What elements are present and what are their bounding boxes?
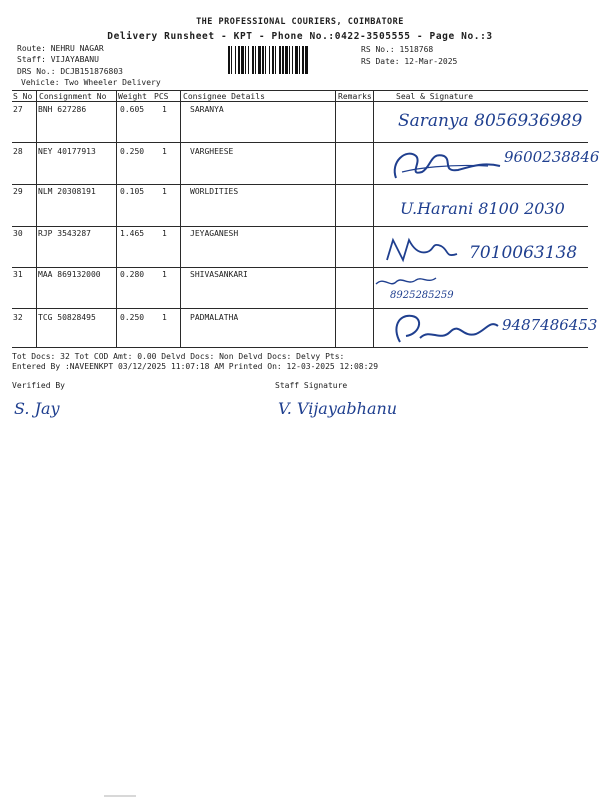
verified-by-label: Verified By bbox=[12, 381, 65, 390]
table-row-consignee: PADMALATHA bbox=[190, 313, 239, 322]
staff-label: Staff: VIJAYABANU bbox=[17, 55, 99, 64]
table-row-weight: 0.105 bbox=[120, 187, 145, 196]
col-header-remarks: Remarks bbox=[338, 92, 372, 101]
table-row-pcs: 1 bbox=[162, 229, 167, 238]
totals-line: Tot Docs: 32 Tot COD Amt: 0.00 Delvd Docs: Non Delvd Docs: Delvy Pts: bbox=[12, 352, 345, 361]
table-row-consignment: MAA 869132000 bbox=[38, 270, 101, 279]
table-row-weight: 0.250 bbox=[120, 147, 145, 156]
vehicle-label: Vehicle: Two Wheeler Delivery bbox=[21, 78, 161, 87]
table-row-consignee: WORLDITIES bbox=[190, 187, 239, 196]
table-row-consignee: VARGHEESE bbox=[190, 147, 234, 156]
col-header-signature: Seal & Signature bbox=[396, 92, 474, 101]
svg-text:V. Vijayabhanu: V. Vijayabhanu bbox=[278, 399, 398, 418]
company-name: THE PROFESSIONAL COURIERS, COIMBATORE bbox=[196, 17, 404, 27]
table-row-weight: 0.280 bbox=[120, 270, 145, 279]
table-row-pcs: 1 bbox=[162, 147, 167, 156]
table-row-weight: 1.465 bbox=[120, 229, 145, 238]
col-header-pcs: PCS bbox=[154, 92, 169, 101]
svg-text:8925285259: 8925285259 bbox=[390, 290, 454, 301]
signature-row-31 bbox=[370, 272, 520, 306]
svg-text:7010063138: 7010063138 bbox=[469, 243, 578, 263]
table-row-consignment: NLM 20308191 bbox=[38, 187, 96, 196]
signature-row-32 bbox=[390, 308, 598, 350]
table-row-sno: 32 bbox=[13, 313, 23, 322]
col-header-weight: Weight bbox=[118, 92, 147, 101]
rs-number: RS No.: 1518768 bbox=[361, 45, 434, 54]
table-row-sno: 28 bbox=[13, 147, 23, 156]
table-row-pcs: 1 bbox=[162, 270, 167, 279]
table-row-consignee: SARANYA bbox=[190, 105, 224, 114]
col-header-consignment: Consignment No bbox=[39, 92, 107, 101]
verified-by-signature bbox=[12, 392, 102, 424]
barcode-image bbox=[228, 46, 354, 74]
table-row-consignee: JEYAGANESH bbox=[190, 229, 239, 238]
table-row-sno: 31 bbox=[13, 270, 23, 279]
svg-text:U.Harani 8100 2030: U.Harani 8100 2030 bbox=[400, 199, 565, 218]
drs-number: DRS No.: DCJB151876803 bbox=[17, 67, 123, 76]
table-row-consignment: TCG 50828495 bbox=[38, 313, 96, 322]
route-label: Route: NEHRU NAGAR bbox=[17, 44, 104, 53]
table-row-pcs: 1 bbox=[162, 187, 167, 196]
table-row-consignment: BNH 627286 bbox=[38, 105, 87, 114]
signature-row-30 bbox=[383, 234, 593, 268]
table-row-sno: 27 bbox=[13, 105, 23, 114]
runsheet-title: Delivery Runsheet - KPT - Phone No.:0422-3505555 - Page No.:3 bbox=[107, 31, 493, 42]
svg-text:9600238846: 9600238846 bbox=[504, 148, 600, 166]
table-row-sno: 30 bbox=[13, 229, 23, 238]
table-row-sno: 29 bbox=[13, 187, 23, 196]
table-row-consignment: RJP 3543287 bbox=[38, 229, 91, 238]
signature-row-29 bbox=[400, 190, 595, 224]
scan-mark bbox=[104, 795, 136, 797]
table-row-weight: 0.250 bbox=[120, 313, 145, 322]
svg-text:Saranya 8056936989: Saranya 8056936989 bbox=[398, 111, 583, 131]
col-header-sno: S No bbox=[13, 92, 33, 101]
signature-row-27 bbox=[398, 104, 598, 134]
table-row-consignment: NEY 40177913 bbox=[38, 147, 96, 156]
col-header-consignee: Consignee Details bbox=[183, 92, 265, 101]
staff-signature-label: Staff Signature bbox=[275, 381, 348, 390]
svg-text:S. Jay: S. Jay bbox=[14, 399, 60, 418]
entered-by-line: Entered By :NAVEENKPT 03/12/2025 11:07:18 AM Printed On: 12-03-2025 12:08:29 bbox=[12, 362, 379, 371]
signature-row-28 bbox=[388, 142, 600, 184]
staff-signature bbox=[270, 390, 430, 424]
svg-text:9487486453: 9487486453 bbox=[502, 316, 598, 334]
table-row-consignee: SHIVASANKARI bbox=[190, 270, 248, 279]
table-row-weight: 0.605 bbox=[120, 105, 145, 114]
rs-date: RS Date: 12-Mar-2025 bbox=[361, 57, 458, 66]
table-row-pcs: 1 bbox=[162, 105, 167, 114]
table-row-pcs: 1 bbox=[162, 313, 167, 322]
